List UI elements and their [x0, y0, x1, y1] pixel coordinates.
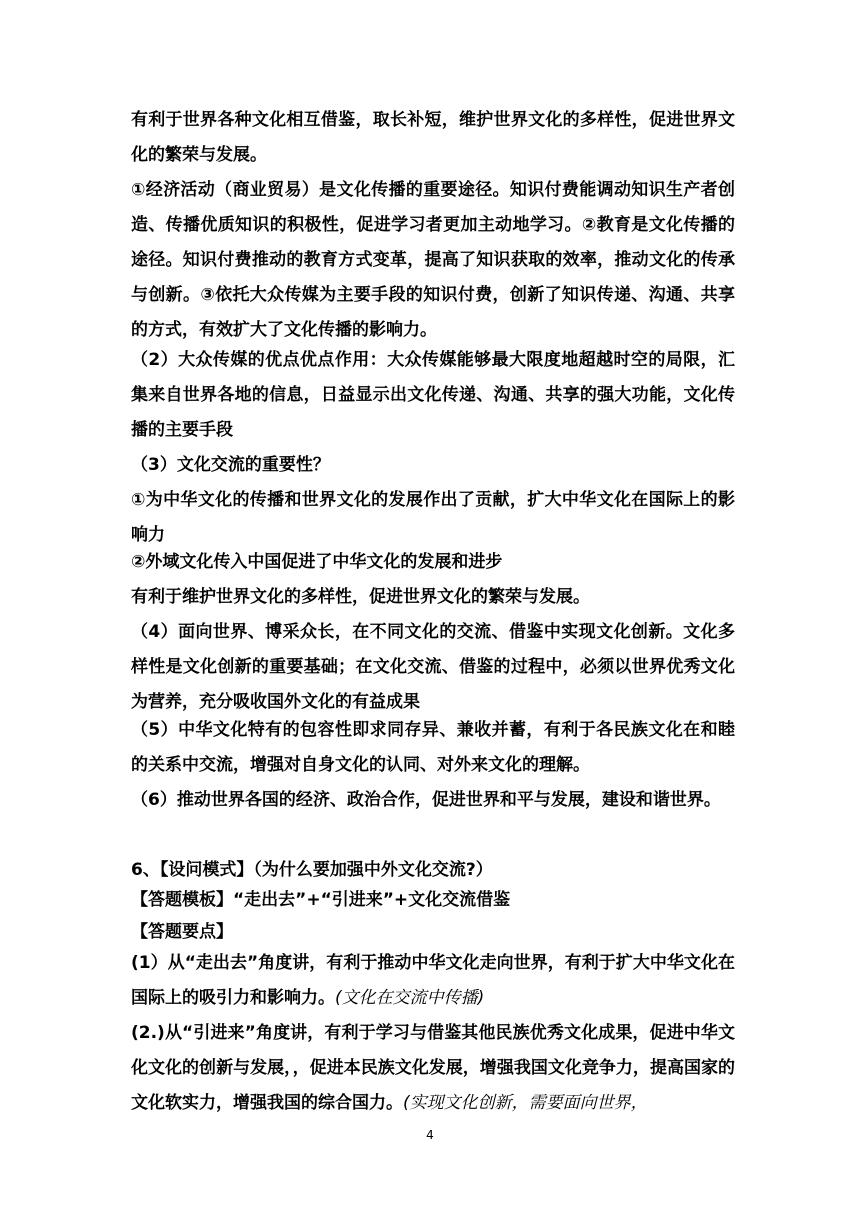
paragraph-foreign-culture: ②外域文化传入中国促进了中华文化的发展和进步	[131, 552, 503, 572]
paragraph-inclusiveness: （5）中华文化特有的包容性即求同存异、兼收并蓄，有利于各民族文化在和睦的关系中交流，增强对自身文化的认同、对外来文化的理解。	[131, 720, 735, 775]
paragraph-innovation: （4）面向世界、博采众长，在不同文化的交流、借鉴中实现文化创新。文化多样性是文化创新的重要基础；在文化交流、借鉴的过程中，必须以世界优秀文化为营养，充分吸收国外文化的有益成果	[131, 622, 735, 712]
paragraph-diversity: 有利于维护世界文化的多样性，促进世界文化的繁荣与发展。	[131, 587, 590, 607]
answer-point-1	[131, 946, 735, 1016]
paragraph-mass-media: （2）大众传媒的优点优点作用：大众传媒能够最大限度地超越时空的局限，汇集来自世界各地的信息，日益显示出文化传递、沟通、共享的强大功能，文化传播的主要手段	[131, 350, 735, 440]
question-mode: 6、【设问模式】（为什么要加强中外文化交流?）	[131, 860, 493, 880]
paragraph-cooperation: （6）推动世界各国的经济、政治合作，促进世界和平与发展，建设和谐世界。	[131, 790, 721, 810]
answer-point-1-note: (文化在交流中传播)	[335, 988, 485, 1008]
page-number: 4	[426, 1128, 434, 1142]
answer-template: 【答题模板】“走出去”+“引进来”+文化交流借鉴	[131, 890, 511, 910]
paragraph-economic-education-media: ①经济活动（商业贸易）是文化传播的重要途径。知识付费能调动知识生产者创造、传播优质知识的积极性，促进学习者更加主动地学习。②教育是文化传播的途径。知识付费推动的教育方式变革，提高了知识获取的效率，推动文化的传承与创新。③依托大众传媒为主要手段的知识付费，创新了知识传递、沟通、共享的方式，有效扩大了文化传播的影响力。	[131, 180, 735, 340]
paragraph-importance-heading: （3）文化交流的重要性？	[131, 455, 330, 475]
answer-point-1-text: (1）从“走出去”角度讲，有利于推动中华文化走向世界，有利于扩大中华文化在国际上的吸引力和影响力。	[131, 953, 735, 1008]
answer-point-2-text: (2.)从“引进来”角度讲，有利于学习与借鉴其他民族优秀文化成果，促进中华文化文化的创新与发展，，促进本民族文化发展，增强我国文化竞争力，提高国家的文化软实力，增强我国的综合国力。	[131, 1023, 735, 1113]
answer-point-2-note: (实现文化创新，需要面向世界，	[403, 1093, 648, 1113]
answer-points-heading: 【答题要点】	[131, 922, 233, 942]
paragraph-intro: 有利于世界各种文化相互借鉴，取长补短，维护世界文化的多样性，促进世界文化的繁荣与发展。	[131, 110, 735, 165]
paragraph-contribution: ①为中华文化的传播和世界文化的发展作出了贡献，扩大中华文化在国际上的影响力	[131, 490, 735, 545]
answer-point-2	[131, 1016, 735, 1121]
